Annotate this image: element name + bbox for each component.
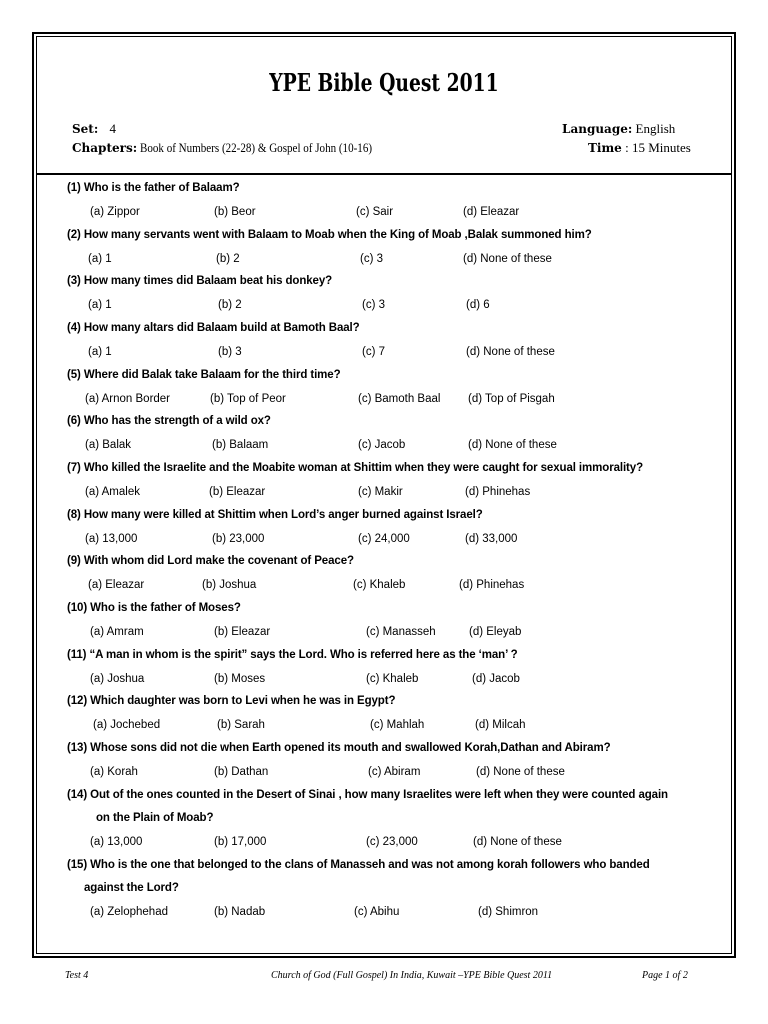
- answer-option-c: (c) 24,000: [358, 533, 410, 545]
- question-text: (4) How many altars did Balaam build at Bamoth Baal?: [67, 322, 360, 334]
- time-label: Time: [588, 141, 622, 155]
- answer-option-c: (c) Makir: [358, 486, 403, 498]
- question-text: (8) How many were killed at Shittim when Lord’s anger burned against Israel?: [67, 509, 483, 521]
- set-line: [72, 121, 116, 137]
- footer-right: Page 1 of 2: [642, 970, 688, 981]
- answer-option-b: (b) Nadab: [214, 906, 266, 918]
- question-text: (13) Whose sons did not die when Earth opened its mouth and swallowed Korah,Dathan and Abiram?: [67, 742, 611, 754]
- answer-option-a: (a) Zelophehad: [90, 906, 168, 918]
- answer-option-a: (a) 13,000: [85, 533, 138, 545]
- answer-option-d: (d) None of these: [473, 836, 562, 848]
- page-title: YPE Bible Quest 2011: [269, 68, 499, 97]
- answer-option-b: (b) Balaam: [212, 439, 269, 451]
- answer-option-d: (d) None of these: [468, 439, 557, 451]
- question-text: (1) Who is the father of Balaam?: [67, 182, 240, 194]
- answer-option-b: (b) 2: [218, 299, 242, 311]
- language-line: [562, 121, 675, 137]
- chapters-line: [72, 140, 413, 156]
- answer-option-b: (b) Eleazar: [209, 486, 266, 498]
- chapters-label: Chapters:: [72, 141, 138, 155]
- answer-option-b: (b) 17,000: [214, 836, 267, 848]
- answer-option-d: (d) Eleazar: [463, 206, 520, 218]
- answer-option-d: (d) Shimron: [478, 906, 539, 918]
- answer-option-d: (d) 6: [466, 299, 490, 311]
- answer-option-a: (a) Zippor: [90, 206, 140, 218]
- question-text: (2) How many servants went with Balaam to Moab when the King of Moab ,Balak summoned him?: [67, 229, 592, 241]
- answer-option-a: (a) Eleazar: [88, 579, 145, 591]
- answer-option-d: (d) None of these: [463, 253, 552, 265]
- language-value: English: [635, 121, 676, 136]
- answer-option-c: (c) 3: [360, 253, 383, 265]
- answer-option-c: (c) Abihu: [354, 906, 400, 918]
- answer-option-b: (b) Sarah: [217, 719, 265, 731]
- answer-option-c: (c) Mahlah: [370, 719, 425, 731]
- answer-option-c: (c) 7: [362, 346, 385, 358]
- set-label: Set:: [72, 122, 99, 136]
- question-text: (3) How many times did Balaam beat his donkey?: [67, 275, 333, 287]
- answer-option-b: (b) Eleazar: [214, 626, 271, 638]
- question-text: (12) Which daughter was born to Levi when he was in Egypt?: [67, 695, 396, 707]
- question-text-continued: against the Lord?: [84, 882, 179, 894]
- answer-option-b: (b) Beor: [214, 206, 256, 218]
- answer-option-c: (c) Abiram: [368, 766, 421, 778]
- answer-option-c: (c) Manasseh: [366, 626, 436, 638]
- answer-option-a: (a) 13,000: [90, 836, 143, 848]
- question-text: (10) Who is the father of Moses?: [67, 602, 241, 614]
- answer-option-d: (d) Eleyab: [469, 626, 522, 638]
- answer-option-c: (c) Bamoth Baal: [358, 393, 441, 405]
- answer-option-d: (d) Jacob: [472, 673, 520, 685]
- answer-option-b: (b) Joshua: [202, 579, 257, 591]
- answer-option-c: (c) 23,000: [366, 836, 418, 848]
- question-text-continued: on the Plain of Moab?: [96, 812, 214, 824]
- answer-option-d: (d) Phinehas: [459, 579, 525, 591]
- answer-option-c: (c) 3: [362, 299, 385, 311]
- header-divider: [36, 173, 732, 175]
- answer-option-a: (a) Amram: [90, 626, 144, 638]
- footer-center: Church of God (Full Gospel) In India, Kuwait –YPE Bible Quest 2011: [271, 970, 553, 981]
- answer-option-b: (b) 2: [216, 253, 240, 265]
- language-label: Language:: [562, 122, 633, 136]
- answer-option-d: (d) Top of Pisgah: [468, 393, 555, 405]
- answer-option-c: (c) Khaleb: [366, 673, 419, 685]
- answer-option-d: (d) Milcah: [475, 719, 526, 731]
- answer-option-b: (b) Moses: [214, 673, 266, 685]
- answer-option-b: (b) Dathan: [214, 766, 269, 778]
- answer-option-d: (d) 33,000: [465, 533, 518, 545]
- set-value: 4: [109, 121, 117, 136]
- answer-option-d: (d) None of these: [476, 766, 565, 778]
- answer-option-a: (a) Balak: [85, 439, 132, 451]
- answer-option-d: (d) None of these: [466, 346, 555, 358]
- answer-option-a: (a) 1: [88, 299, 112, 311]
- time-value: : 15 Minutes: [625, 140, 691, 155]
- answer-option-a: (a) 1: [88, 346, 112, 358]
- answer-option-b: (b) Top of Peor: [210, 393, 286, 405]
- answer-option-b: (b) 3: [218, 346, 242, 358]
- chapters-value: Book of Numbers (22-28) & Gospel of John (10-16): [140, 140, 373, 155]
- answer-option-d: (d) Phinehas: [465, 486, 531, 498]
- answer-option-a: (a) Jochebed: [93, 719, 161, 731]
- answer-option-c: (c) Khaleb: [353, 579, 406, 591]
- question-text: (9) With whom did Lord make the covenant of Peace?: [67, 555, 354, 567]
- answer-option-a: (a) Korah: [90, 766, 138, 778]
- question-text: (14) Out of the ones counted in the Desert of Sinai , how many Israelites were left when they were counted again: [67, 789, 668, 801]
- question-text: (15) Who is the one that belonged to the clans of Manasseh and was not among korah followers who banded: [67, 859, 650, 871]
- answer-option-c: (c) Sair: [356, 206, 394, 218]
- answer-option-a: (a) Arnon Border: [85, 393, 171, 405]
- question-text: (5) Where did Balak take Balaam for the third time?: [67, 369, 341, 381]
- answer-option-a: (a) 1: [88, 253, 112, 265]
- answer-option-a: (a) Joshua: [90, 673, 145, 685]
- question-text: (7) Who killed the Israelite and the Moabite woman at Shittim when they were caught for sexual immorality?: [67, 462, 644, 474]
- answer-option-a: (a) Amalek: [85, 486, 140, 498]
- footer-left: Test 4: [65, 970, 89, 981]
- question-text: (6) Who has the strength of a wild ox?: [67, 415, 271, 427]
- answer-option-b: (b) 23,000: [212, 533, 265, 545]
- question-text: (11) “A man in whom is the spirit” says the Lord. Who is referred here as the ‘man’ ?: [67, 649, 518, 661]
- time-line: [588, 140, 691, 156]
- answer-option-c: (c) Jacob: [358, 439, 406, 451]
